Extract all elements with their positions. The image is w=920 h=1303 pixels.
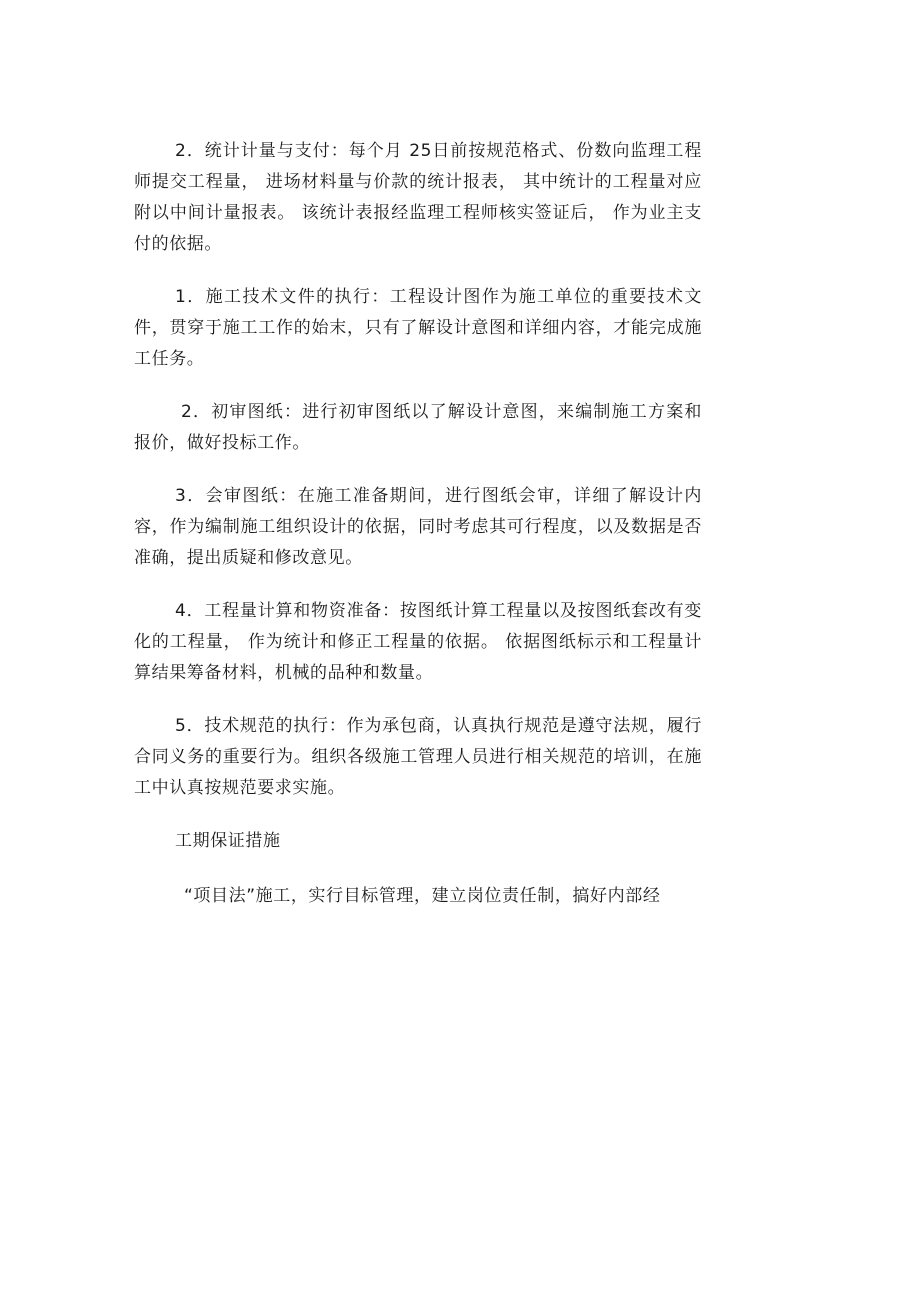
paragraph-joint-review: 3．会审图纸：在施工准备期间，进行图纸会审，详细了解设计内容，作为编制施工组织设计的依据，同时考虑其可行程度，以及数据是否准确，提出质疑和修改意见。 xyxy=(134,486,702,568)
paragraph-quantity-calculation: 4．工程量计算和物资准备：按图纸计算工程量以及按图纸套改有变化的工程量， 作为统计和修正工程量的依据。 依据图纸标示和工程量计算结果筹备材料，机械的品种和数量。 xyxy=(134,601,702,683)
paragraph-technical-documents: 1．施工技术文件的执行：工程设计图作为施工单位的重要技术文件，贯穿于施工工作的始末，只有了解设计意图和详细内容，才能完成施工任务。 xyxy=(134,287,702,369)
paragraph-statistics-payment: 2．统计计量与支付：每个月 25日前按规范格式、份数向监理工程师提交工程量， 进场材料量与价款的统计报表， 其中统计的工程量对应附以中间计量报表。 该统计表报经监理工程师核实签证后， 作为业主支付的依据。 xyxy=(134,141,702,254)
paragraph-project-method: “项目法”施工，实行目标管理，建立岗位责任制，搞好内部经 xyxy=(184,886,661,906)
paragraph-preliminary-review: 2．初审图纸：进行初审图纸以了解设计意图，来编制施工方案和报价，做好投标工作。 xyxy=(134,402,702,453)
document-body xyxy=(134,136,702,934)
section-heading-schedule: 工期保证措施 xyxy=(175,831,281,851)
paragraph-technical-specs: 5．技术规范的执行：作为承包商，认真执行规范是遵守法规，履行合同义务的重要行为。组织各级施工管理人员进行相关规范的培训，在施工中认真按规范要求实施。 xyxy=(134,716,702,798)
